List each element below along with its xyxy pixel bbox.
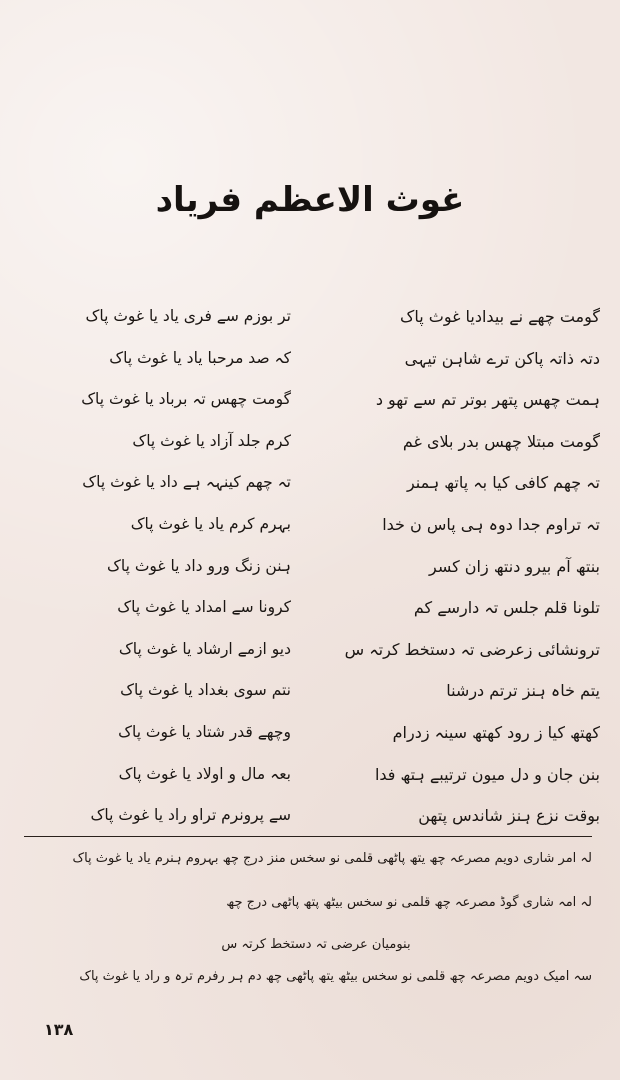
poem-body — [22, 296, 600, 836]
verse-line: دیو ازمے ارشاد یا غوث پاک — [118, 639, 291, 658]
footnote: بنومیان عرضی تہ دستخط کرتہ س — [221, 937, 411, 952]
verse-line: گومت مبتلا چھس بدر بلای غم — [402, 431, 600, 451]
verse-line: تہ چھم کینہہ ہے داد یا غوث پاک — [82, 473, 291, 492]
verse-line: سے پرونرم تراو راد یا غوث پاک — [90, 806, 291, 825]
poem-title: غوث الاعظم فریاد — [155, 180, 465, 220]
verse-line: بوقت نزع ہنز شاندس پتھن — [418, 806, 600, 826]
verse-line: بنتھ آم بیرو دنتھ زان کسر — [429, 556, 600, 576]
verse-line: کھتھ کیا ز رود کھتھ سینہ زدرام — [392, 722, 600, 742]
verse-line: یتم خاہ ہنز ترتم درشنا — [446, 681, 600, 701]
footnote: لہ امر شاری دویم مصرعہ چھ یتھ پاٹھی قلمی نو سخس منز درج چھ بہروم ہنرم یاد یا غوث پاک — [72, 851, 592, 866]
verse-column-right — [331, 296, 600, 837]
verse-line: بہرم کرم یاد یا غوث پاک — [130, 514, 291, 533]
footnote: سہ امیک دویم مصرعہ چھ قلمی نو سخس بیٹھ یتھ پاٹھی چھ دم ہر رفرم ترہ و راد یا غوث پاک — [79, 969, 592, 984]
verse-line: گومت چھے نے بیدادیا غوث پاک — [400, 307, 600, 326]
verse-line: نتم سوی بغداد یا غوث پاک — [120, 681, 291, 700]
verse-line: ہنن زنگ ورو داد یا غوث پاک — [106, 556, 291, 575]
verse-line: ترونشائی زعرضی تہ دستخط کرتہ س — [344, 639, 600, 659]
verse-line: دتہ ذاتہ پاکن ترے شاہن تیہی — [404, 348, 600, 368]
verse-line: کرم جلد آزاد یا غوث پاک — [132, 431, 291, 450]
page-number: ۱۳۸ — [44, 1020, 74, 1039]
verse-line: تلونا قلم جلس تہ دارسے کم — [413, 598, 600, 618]
footnote-divider — [24, 836, 592, 837]
verse-line: تہ تراوم جدا دوہ ہی پاس ن خدا — [382, 514, 600, 534]
verse-line: وچھے قدر شتاد یا غوث پاک — [118, 722, 291, 741]
verse-line: بنن جان و دل میون ترتیبے ہتھ فدا — [374, 764, 600, 784]
verse-line: تہ چھم کافی کیا بہ پاتھ ہمنر — [406, 473, 600, 493]
verse-column-left — [22, 296, 291, 837]
verse-line: بعہ مال و اولاد یا غوث پاک — [118, 764, 291, 783]
verse-line: کہ صد مرحبا یاد یا غوث پاک — [109, 348, 291, 367]
verse-line: تر بوزم سے فری یاد یا غوث پاک — [85, 307, 291, 325]
footnote: لہ امہ شاری گوڈ مصرعہ چھ قلمی نو سخس بیٹھ پتھ پاٹھی درج چھ — [226, 895, 592, 910]
verse-line: ہمت چھس پتھر بوتر تم سے تھو د — [375, 390, 600, 410]
verse-line: کرونا سے امداد یا غوث پاک — [117, 598, 291, 617]
verse-line: گومت چھس تہ برباد یا غوث پاک — [81, 390, 291, 409]
footnotes — [40, 846, 592, 990]
